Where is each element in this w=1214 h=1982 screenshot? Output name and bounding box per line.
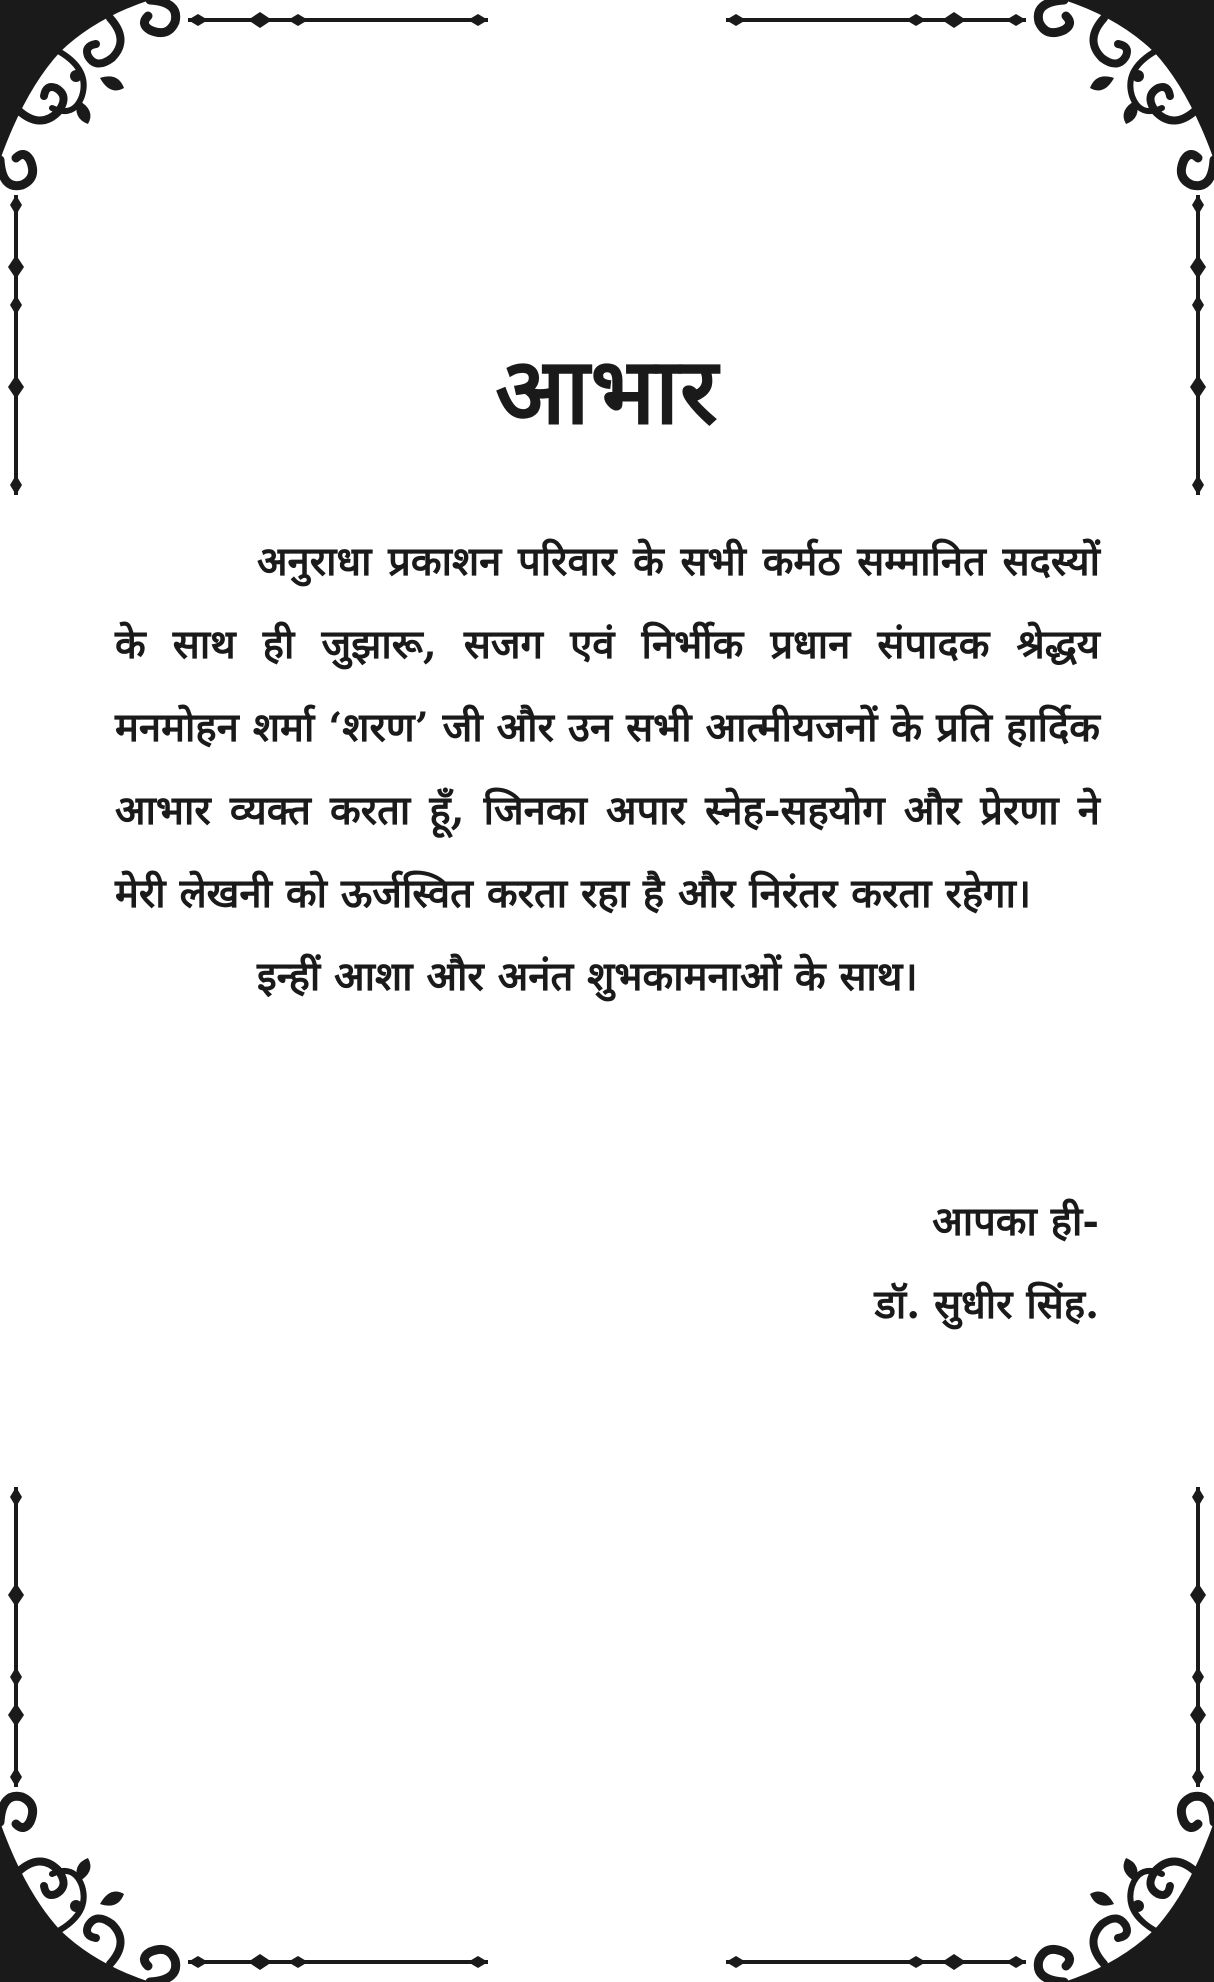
acknowledgement-paragraph: अनुराधा प्रकाशन परिवार के सभी कर्मठ सम्मानित सदस्यों के साथ ही जुझारू, सजग एवं निर्भीक प्रधान संपादक श्रेद्धय मनमोहन शर्मा ‘शरण’ जी और उन सभी आत्मीयजनों के प्रति हार्दिक आभार व्यक्त करता हूँ, जिनका अपार स्नेह-सहयोग और प्रेरणा ने मेरी लेखनी को ऊर्जस्वित करता रहा है और निरंतर करता रहेगा। bbox=[115, 538, 1100, 917]
corner-ornament-top-right bbox=[1038, 0, 1214, 186]
signoff-salutation: आपका ही- bbox=[932, 1198, 1099, 1245]
corner-ornament-bottom-left bbox=[0, 1796, 176, 1982]
acknowledgement-body bbox=[115, 520, 1100, 1018]
author-name: डॉ. सुधीर सिंह. bbox=[874, 1281, 1099, 1328]
right-lower-rule bbox=[1190, 1487, 1206, 1787]
left-lower-rule bbox=[8, 1487, 24, 1787]
signoff-block bbox=[875, 1180, 1099, 1346]
bottom-right-rule bbox=[726, 1954, 1026, 1970]
top-left-rule bbox=[188, 12, 488, 28]
closing-line: इन्हीं आशा और अनंत शुभकामनाओं के साथ। bbox=[257, 953, 918, 1000]
corner-ornament-bottom-right bbox=[1038, 1796, 1214, 1982]
page-title: आभार bbox=[495, 337, 719, 445]
corner-ornament-top-left bbox=[0, 0, 176, 186]
top-right-rule bbox=[726, 12, 1026, 28]
bottom-left-rule bbox=[188, 1954, 488, 1970]
